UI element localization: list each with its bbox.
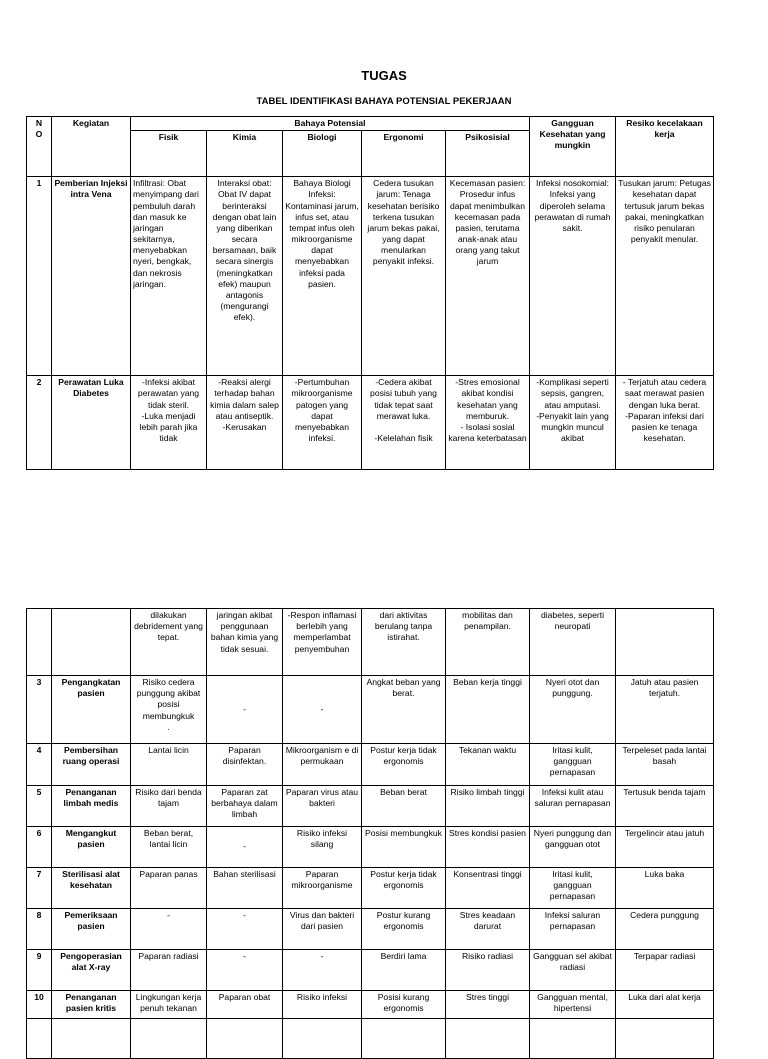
row-fisik: Lantai licin	[131, 744, 207, 786]
row-gangguan: Nyeri punggung dan gangguan otot	[530, 827, 616, 868]
row-fisik: -Infeksi akibat perawatan yang tidak steril. -Luka menjadi lebih parah jika tidak	[131, 376, 207, 470]
table-row	[27, 786, 714, 827]
row-kegiatan: Pembersihan ruang operasi	[52, 744, 131, 786]
row-psikososial	[446, 1019, 530, 1059]
row-gangguan: Nyeri otot dan punggung.	[530, 676, 616, 744]
row-fisik: Risiko dari benda tajam	[131, 786, 207, 827]
row-gangguan: Infeksi saluran pernapasan	[530, 909, 616, 950]
row-kegiatan: Perawatan Luka Diabetes	[52, 376, 131, 470]
row-no: 2	[27, 376, 52, 470]
row-resiko: Luka baka	[616, 868, 714, 909]
row-gangguan: Iritasi kulit, gangguan pernapasan	[530, 868, 616, 909]
table-row	[27, 744, 714, 786]
row-kimia: -	[207, 909, 283, 950]
row-fisik: Infiltrasi: Obat menyimpang dari pembuluh darah dan masuk ke jaringan sekitarnya, menyebabkan nyeri, bengkak, dan nekrosis jaringan.	[131, 177, 207, 376]
table-row	[27, 827, 714, 868]
row-fisik: Beban berat, lantai licin	[131, 827, 207, 868]
row-kimia: -	[207, 950, 283, 991]
header-no: N O	[27, 117, 52, 177]
header-gangguan: Gangguan Kesehatan yang mungkin	[530, 117, 616, 177]
row-biologi: Paparan virus atau bakteri	[283, 786, 362, 827]
row-no: 3	[27, 676, 52, 744]
row-no: 9	[27, 950, 52, 991]
row-ergonomi: Cedera tusukan jarum: Tenaga kesehatan berisiko terkena tusukan jarum bekas pakai, yang dapat menularkan penyakit infeksi.	[362, 177, 446, 376]
table-row	[27, 177, 714, 376]
row-resiko: Tertusuk benda tajam	[616, 786, 714, 827]
row-no: 1	[27, 177, 52, 376]
row-psikososial: Risiko limbah tinggi	[446, 786, 530, 827]
row-ergonomi: dari aktivitas berulang tanpa istirahat.	[362, 609, 446, 676]
row-gangguan: -Komplikasi seperti sepsis, gangren, atau amputasi. -Penyakit lain yang mungkin muncul akibat	[530, 376, 616, 470]
row-ergonomi: Posisi kurang ergonomis	[362, 991, 446, 1019]
row-fisik: Risiko cedera punggung akibat posisi membungkuk .	[131, 676, 207, 744]
row-kimia: Interaksi obat: Obat IV dapat berinteraksi dengan obat lain yang diberikan secara bersamaan, baik secara sinergis (meningkatkan efek) maupun antagonis (mengurangi efek).	[207, 177, 283, 376]
row-psikososial: Risiko radiasi	[446, 950, 530, 991]
row-kimia: Paparan zat berbahaya dalam limbah	[207, 786, 283, 827]
hazard-table-page-2	[26, 608, 714, 1059]
row-kegiatan: Pemberian Injeksi intra Vena	[52, 177, 131, 376]
row-ergonomi: Postur kerja tidak ergonomis	[362, 868, 446, 909]
row-resiko: Luka dari alat kerja	[616, 991, 714, 1019]
row-no: 5	[27, 786, 52, 827]
header-resiko: Resiko kecelakaan kerja	[616, 117, 714, 177]
table-row	[27, 609, 714, 676]
row-kegiatan: Penanganan pasien kritis	[52, 991, 131, 1019]
row-fisik: -	[131, 909, 207, 950]
row-biologi: -	[283, 950, 362, 991]
table-row	[27, 376, 714, 470]
row-biologi	[283, 1019, 362, 1059]
table-row	[27, 950, 714, 991]
row-resiko	[616, 609, 714, 676]
row-resiko: Tusukan jarum: Petugas kesehatan dapat tertusuk jarum bekas pakai, meningkatkan risiko penularan penyakit menular.	[616, 177, 714, 376]
row-biologi: Virus dan bakteri dari pasien	[283, 909, 362, 950]
row-kegiatan: Penanganan limbah medis	[52, 786, 131, 827]
header-psikososial: Psikosisial	[446, 131, 530, 177]
row-no: 4	[27, 744, 52, 786]
header-fisik: Fisik	[131, 131, 207, 177]
header-biologi: Biologi	[283, 131, 362, 177]
row-kimia: -	[207, 827, 283, 868]
row-kimia: Paparan disinfektan.	[207, 744, 283, 786]
row-biologi: Paparan mikroorganisme	[283, 868, 362, 909]
row-resiko	[616, 1019, 714, 1059]
row-ergonomi: Postur kerja tidak ergonomis	[362, 744, 446, 786]
row-biologi: -Respon inflamasi berlebih yang memperlambat penyembuhan	[283, 609, 362, 676]
row-ergonomi: Angkat beban yang berat.	[362, 676, 446, 744]
row-biologi: Risiko infeksi	[283, 991, 362, 1019]
row-psikososial: -Stres emosional akibat kondisi kesehatan yang memburuk. - Isolasi sosial karena keterbatasan	[446, 376, 530, 470]
row-ergonomi: Beban berat	[362, 786, 446, 827]
row-resiko: Terpeleset pada lantai basah	[616, 744, 714, 786]
row-kegiatan: Pengangkatan pasien	[52, 676, 131, 744]
row-ergonomi: Posisi membungkuk	[362, 827, 446, 868]
row-no: 8	[27, 909, 52, 950]
row-kimia: Bahan sterilisasi	[207, 868, 283, 909]
row-kimia: -	[207, 676, 283, 744]
header-ergonomi: Ergonomi	[362, 131, 446, 177]
row-psikososial: mobilitas dan penampilan.	[446, 609, 530, 676]
row-biologi: Bahaya Biologi Infeksi: Kontaminasi jarum, infus set, atau tempat infus oleh mikroorganisme dapat menyebabkan infeksi pada pasien.	[283, 177, 362, 376]
row-biologi: Risiko infeksi silang	[283, 827, 362, 868]
row-kegiatan: Pengoperasian alat X-ray	[52, 950, 131, 991]
row-gangguan: Gangguan mental, hipertensi	[530, 991, 616, 1019]
hazard-table-page-1	[26, 116, 714, 470]
row-resiko: Terpapar radiasi	[616, 950, 714, 991]
row-resiko: - Terjatuh atau cedera saat merawat pasien dengan luka berat. -Paparan infeksi dari pasien ke tenaga kesehatan.	[616, 376, 714, 470]
row-gangguan	[530, 1019, 616, 1059]
row-gangguan: Infeksi kulit atau saluran pernapasan	[530, 786, 616, 827]
row-gangguan: diabetes, seperti neuropati	[530, 609, 616, 676]
row-resiko: Tergelincir atau jatuh	[616, 827, 714, 868]
row-no: 7	[27, 868, 52, 909]
row-ergonomi: Berdiri lama	[362, 950, 446, 991]
row-biologi: -	[283, 676, 362, 744]
row-resiko: Cedera punggung	[616, 909, 714, 950]
row-ergonomi: -Cedera akibat posisi tubuh yang tidak tepat saat merawat luka. -Kelelahan fisik	[362, 376, 446, 470]
row-psikososial: Kecemasan pasien: Prosedur infus dapat menimbulkan kecemasan pada pasien, terutama anak-anak atau orang yang takut jarum	[446, 177, 530, 376]
row-no	[27, 609, 52, 676]
row-kimia: Paparan obat	[207, 991, 283, 1019]
row-no: 10	[27, 991, 52, 1019]
row-ergonomi	[362, 1019, 446, 1059]
row-kegiatan	[52, 1019, 131, 1059]
row-psikososial: Tekanan waktu	[446, 744, 530, 786]
row-ergonomi: Postur kurang ergonomis	[362, 909, 446, 950]
row-no: 6	[27, 827, 52, 868]
row-gangguan: Iritasi kulit, gangguan pernapasan	[530, 744, 616, 786]
row-fisik: Lingkungan kerja penuh tekanan	[131, 991, 207, 1019]
row-fisik: Paparan panas	[131, 868, 207, 909]
row-kimia: jaringan akibat penggunaan bahan kimia yang tidak sesuai.	[207, 609, 283, 676]
row-psikososial: Stres keadaan darurat	[446, 909, 530, 950]
table-row	[27, 676, 714, 744]
table-subtitle: TABEL IDENTIFIKASI BAHAYA POTENSIAL PEKERJAAN	[256, 96, 512, 107]
row-fisik: Paparan radiasi	[131, 950, 207, 991]
row-kegiatan: Sterilisasi alat kesehatan	[52, 868, 131, 909]
row-kimia: -Reaksi alergi terhadap bahan kimia dalam salep atau antiseptik. -Kerusakan	[207, 376, 283, 470]
row-kegiatan	[52, 609, 131, 676]
row-kegiatan: Pemeriksaan pasien	[52, 909, 131, 950]
table-row	[27, 1019, 714, 1059]
row-gangguan: Infeksi nosokomial: Infeksi yang diperoleh selama perawatan di rumah sakit.	[530, 177, 616, 376]
table-row	[27, 868, 714, 909]
row-biologi: Mikroorganism e di permukaan	[283, 744, 362, 786]
header-bahaya-potensial: Bahaya Potensial	[131, 117, 530, 131]
row-psikososial: Stres tinggi	[446, 991, 530, 1019]
table-row	[27, 909, 714, 950]
row-kegiatan: Mengangkut pasien	[52, 827, 131, 868]
header-kimia: Kimia	[207, 131, 283, 177]
row-psikososial: Stres kondisi pasien	[446, 827, 530, 868]
row-gangguan: Gangguan sel akibat radiasi	[530, 950, 616, 991]
header-kegiatan: Kegiatan	[52, 117, 131, 177]
row-kimia	[207, 1019, 283, 1059]
page-title: TUGAS	[361, 68, 407, 83]
row-fisik	[131, 1019, 207, 1059]
row-resiko: Jatuh atau pasien terjatuh.	[616, 676, 714, 744]
row-psikososial: Konsentrasi tinggi	[446, 868, 530, 909]
row-biologi: -Pertumbuhan mikroorganisme patogen yang dapat menyebabkan infeksi.	[283, 376, 362, 470]
row-no	[27, 1019, 52, 1059]
table-row	[27, 991, 714, 1019]
row-fisik: dilakukan debridement yang tepat.	[131, 609, 207, 676]
row-psikososial: Beban kerja tinggi	[446, 676, 530, 744]
